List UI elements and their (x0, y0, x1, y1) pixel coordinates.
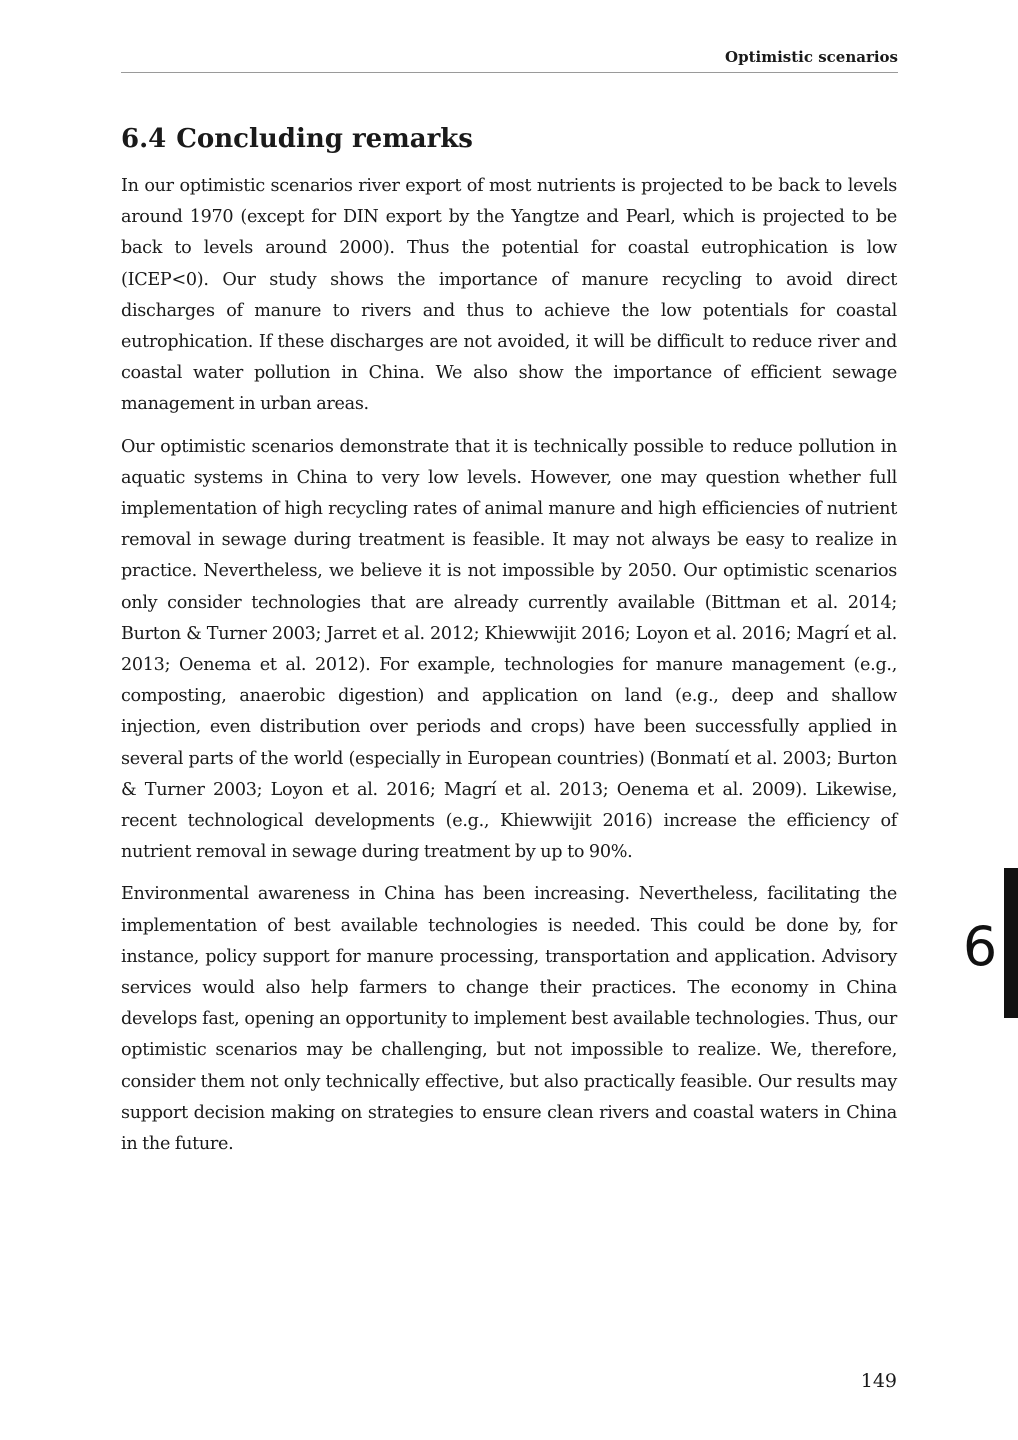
paragraph-3: Environmental awareness in China has been increasing. Nevertheless, facilitating the implementation of best available technologies is needed. This could be done by, for instance, policy support for manure processing, transportation and application. Advisory services would also help farmers to change their practices. The economy in China develops fast, opening an opportunity to implement best available technologies. Thus, our optimistic scenarios may be challenging, but not impossible to realize. We, therefore, consider them not only technically effective, but also practically feasible. Our results may support decision making on strategies to ensure clean rivers and coastal waters in China in the future. (121, 884, 897, 1155)
header-rule (121, 72, 898, 73)
section-title-text: Concluding remarks (176, 124, 473, 154)
chapter-tab (1004, 868, 1018, 1018)
section-title (121, 120, 473, 158)
running-header: Optimistic scenarios (725, 48, 898, 66)
paragraph-1: In our optimistic scenarios river export of most nutrients is projected to be back to levels around 1970 (except for DIN export by the Yangtze and Pearl, which is projected to be back to levels around 2000). Thus the potential for coastal eutrophication is low (ICEP<0). Our study shows the importance of manure recycling to avoid direct discharges of manure to rivers and thus to achieve the low potentials for coastal eutrophication. If these discharges are not avoided, it will be difficult to reduce river and coastal water pollution in China. We also show the importance of efficient sewage management in urban areas. (121, 176, 897, 415)
page-number: 149 (860, 1370, 897, 1392)
body-text (121, 171, 897, 1171)
chapter-number: 6 (962, 915, 998, 978)
section-number: 6.4 (121, 124, 167, 154)
paragraph-2: Our optimistic scenarios demonstrate that it is technically possible to reduce pollution in aquatic systems in China to very low levels. However, one may question whether full implementation of high recycling rates of animal manure and high efficiencies of nutrient removal in sewage during treatment is feasible. It may not always be easy to realize in practice. Nevertheless, we believe it is not impossible by 2050. Our optimistic scenarios only consider technologies that are already currently available (Bittman et al. 2014; Burton & Turner 2003; Jarret et al. 2012; Khiewwijit 2016; Loyon et al. 2016; Magrí et al. 2013; Oenema et al. 2012). For example, technologies for manure management (e.g., composting, anaerobic digestion) and application on land (e.g., deep and shallow injection, even distribution over periods and crops) have been successfully applied in several parts of the world (especially in European countries) (Bonmatí et al. 2003; Burton & Turner 2003; Loyon et al. 2016; Magrí et al. 2013; Oenema et al. 2009). Likewise, recent technological developments (e.g., Khiewwijit 2016) increase the efficiency of nutrient removal in sewage during treatment by up to 90%. (121, 436, 897, 863)
